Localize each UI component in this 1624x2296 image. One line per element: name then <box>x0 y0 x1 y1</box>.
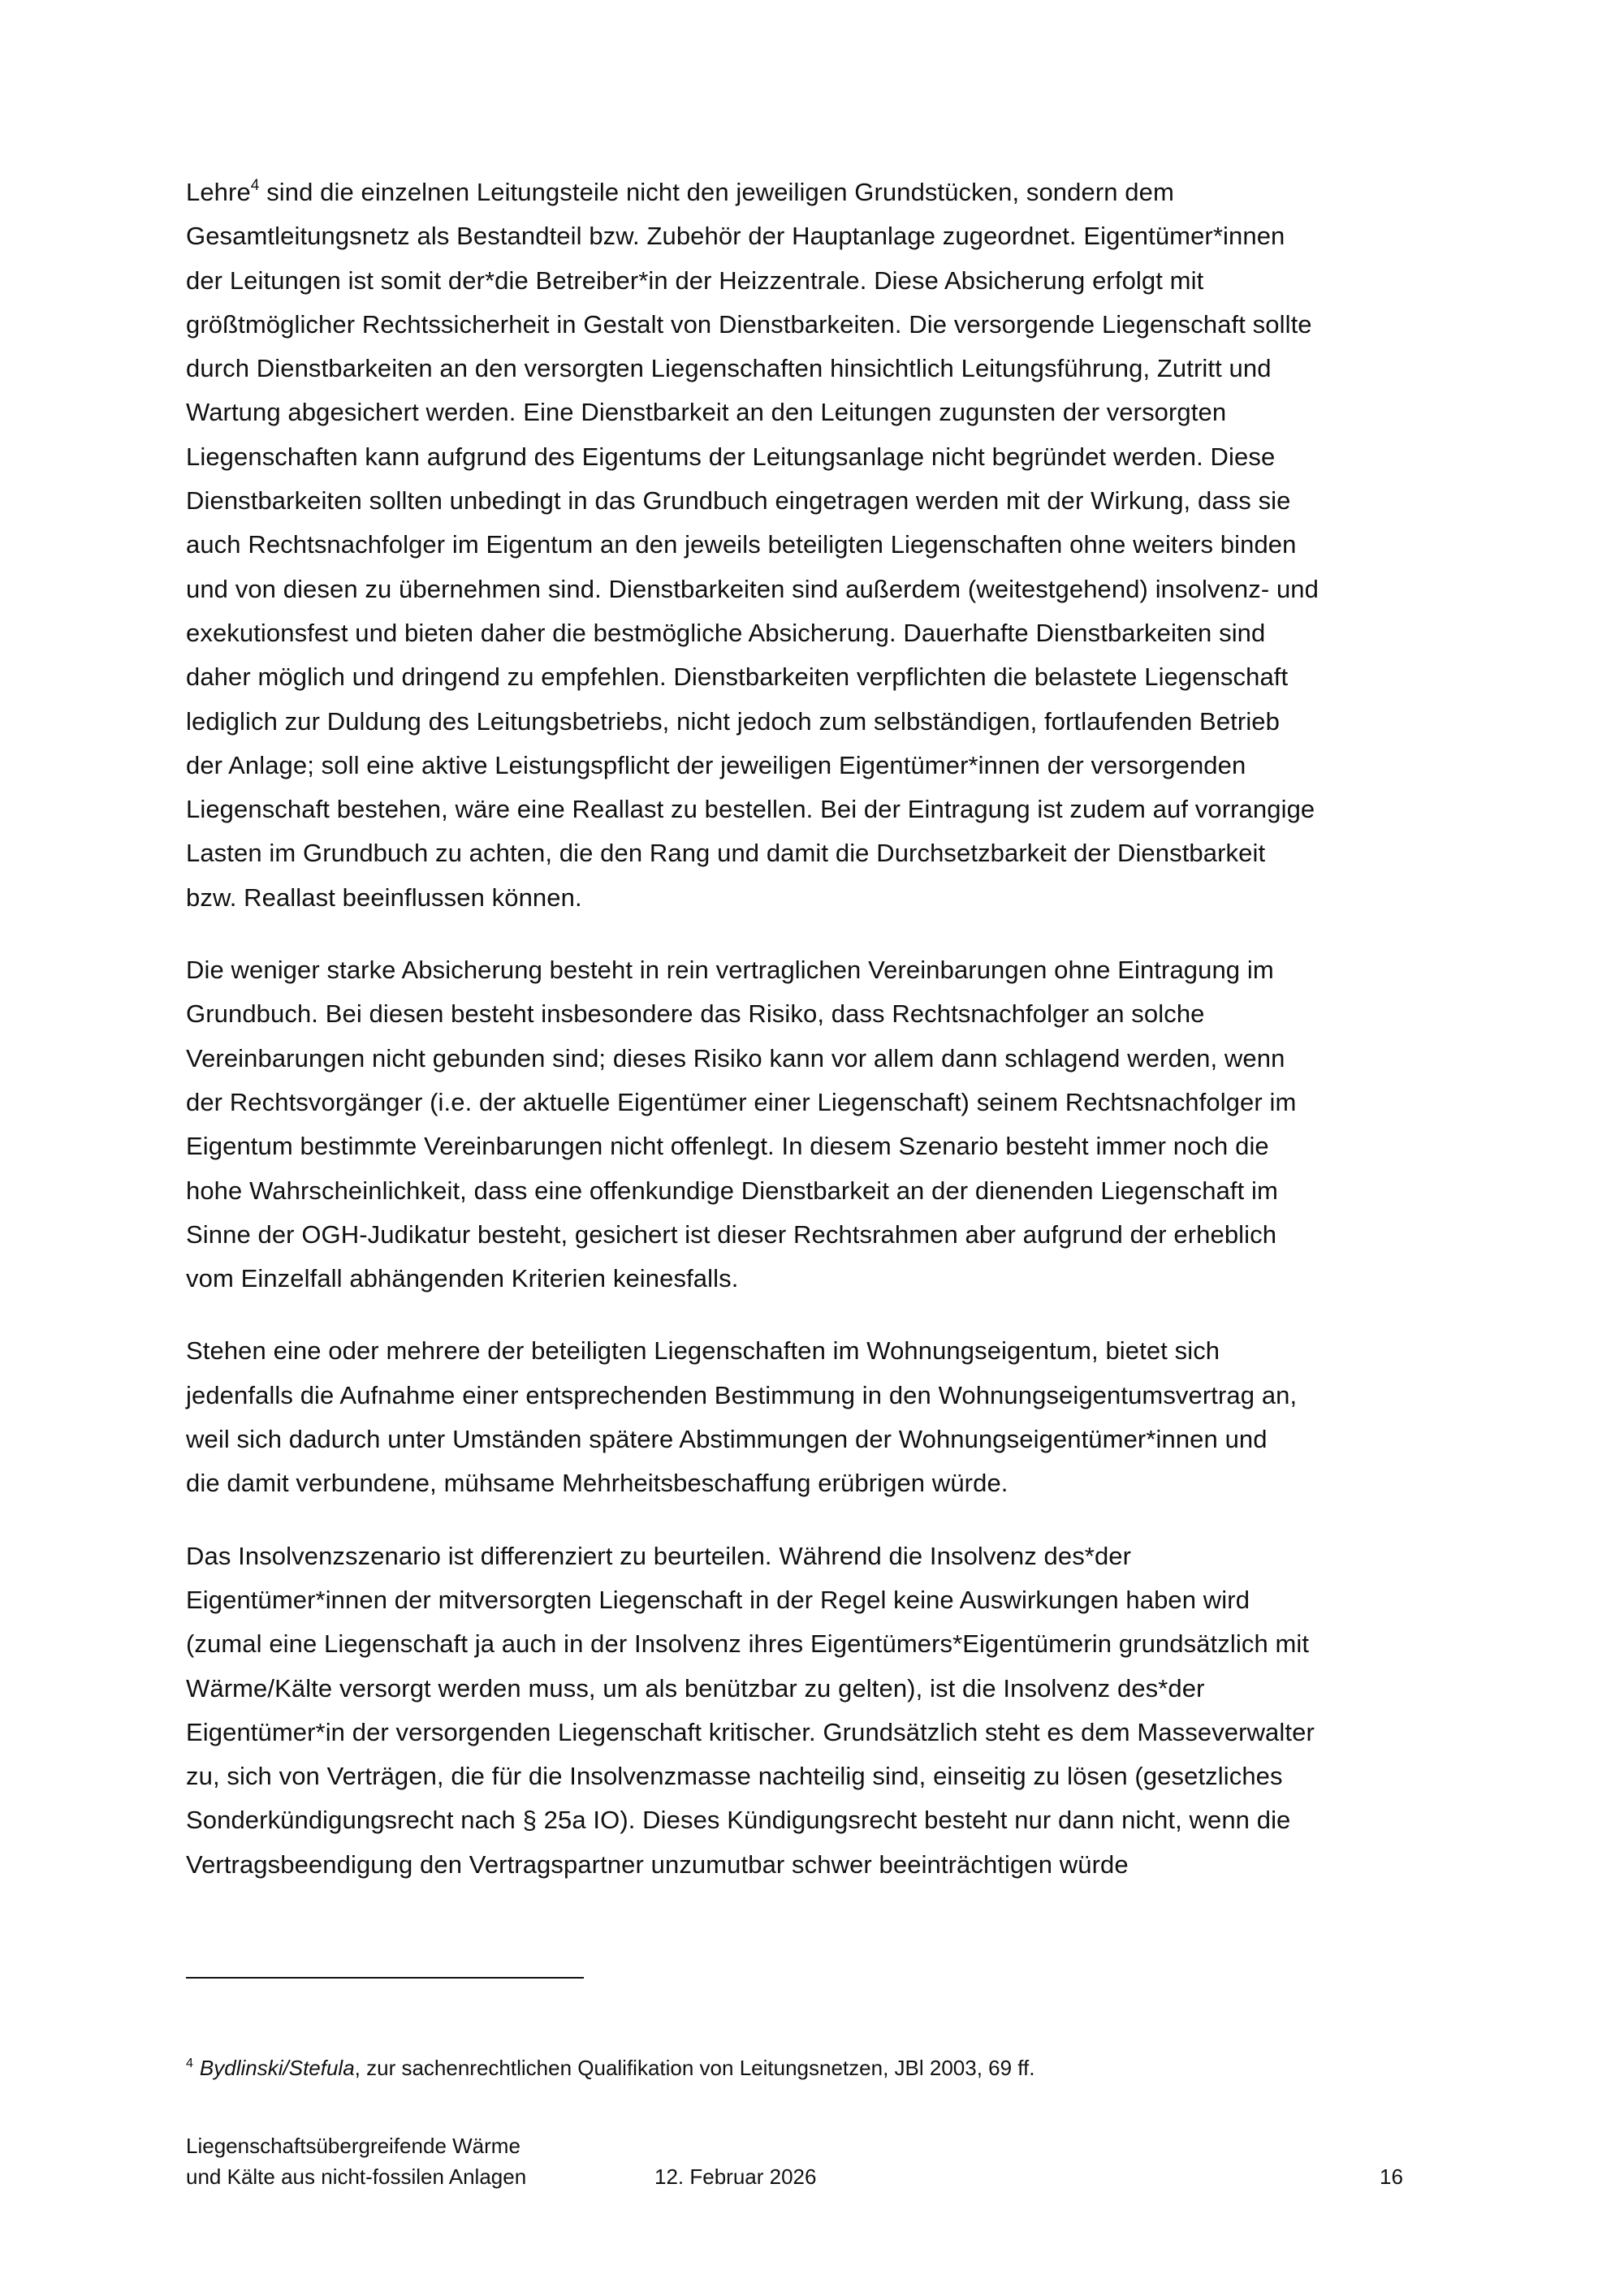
text-line: Vereinbarungen nicht gebunden sind; dieses Risiko kann vor allem dann schlagend werden, wenn <box>186 1043 1285 1072</box>
text-line: Eigentümer*in der versorgenden Liegenschaft kritischer. Grundsätzlich steht es dem Masseverwalter <box>186 1717 1315 1746</box>
text-line: Wartung abgesichert werden. Eine Dienstbarkeit an den Leitungen zugunsten der versorgten <box>186 398 1227 427</box>
text-line: der Rechtsvorgänger (i.e. der aktuelle Eigentümer einer Liegenschaft) seinem Rechtsnachfolger im <box>186 1087 1297 1116</box>
footer-document-title <box>186 2130 526 2192</box>
text-line: Das Insolvenzszenario ist differenziert zu beurteilen. Während die Insolvenz des*der <box>186 1541 1132 1570</box>
paragraph-insolvency <box>186 1534 1453 1887</box>
page-number: 16 <box>1380 2164 1403 2189</box>
text-line: und von diesen zu übernehmen sind. Dienstbarkeiten sind außerdem (weitestgehend) insolvenz- und <box>186 574 1319 603</box>
footer-date: 12. Februar 2026 <box>654 2164 817 2189</box>
text-line: Vertragsbeendigung den Vertragspartner unzumutbar schwer beeinträchtigen würde <box>186 1849 1129 1879</box>
text-line: Eigentümer*innen der mitversorgten Liegenschaft in der Regel keine Auswirkungen haben wird <box>186 1585 1250 1614</box>
footnote-authors: Bydlinski/Stefula <box>199 2056 355 2080</box>
text-line: hohe Wahrscheinlichkeit, dass eine offenkundige Dienstbarkeit an der dienenden Liegenschaft im <box>186 1176 1278 1205</box>
text-line: Wärme/Kälte versorgt werden muss, um als benützbar zu gelten), ist die Insolvenz des*der <box>186 1673 1205 1703</box>
text-line: Dienstbarkeiten sollten unbedingt in das Grundbuch eingetragen werden mit der Wirkung, dass sie <box>186 486 1291 516</box>
text-line: zu, sich von Verträgen, die für die Insolvenzmasse nachteilig sind, einseitig zu lösen (gesetzliches <box>186 1762 1283 1791</box>
text-line: durch Dienstbarkeiten an den versorgten Liegenschaften hinsichtlich Leitungsführung, Zutritt und <box>186 354 1272 383</box>
text-line: jedenfalls die Aufnahme einer entsprechenden Bestimmung in den Wohnungseigentumsvertrag an, <box>186 1380 1298 1409</box>
text-line: der Anlage; soll eine aktive Leistungspflicht der jeweiligen Eigentümer*innen der versorgenden <box>186 750 1246 779</box>
text-line: bzw. Reallast beeinflussen können. <box>186 883 582 912</box>
text-line: Stehen eine oder mehrere der beteiligten Liegenschaften im Wohnungseigentum, bietet sich <box>186 1336 1220 1366</box>
text-line: daher möglich und dringend zu empfehlen. Dienstbarkeiten verpflichten die belastete Liegenschaft <box>186 662 1289 692</box>
text-line: die damit verbundene, mühsame Mehrheitsbeschaffung erübrigen würde. <box>186 1469 1009 1498</box>
text-line: Gesamtleitungsnetz als Bestandteil bzw. Zubehör der Hauptanlage zugeordnet. Eigentümer*innen <box>186 222 1285 251</box>
text-line: Liegenschaften kann aufgrund des Eigentums der Leitungsanlage nicht begründet werden. Diese <box>186 442 1276 471</box>
paragraph-contractual <box>186 948 1453 1301</box>
footnote-text: , zur sachenrechtlichen Qualifikation von Leitungsnetzen, JBl 2003, 69 ff. <box>354 2056 1035 2080</box>
text-line: weil sich dadurch unter Umständen spätere Abstimmungen der Wohnungseigentümer*innen und <box>186 1425 1268 1454</box>
text-line: Liegenschaft bestehen, wäre eine Reallast zu bestellen. Bei der Eintragung ist zudem auf vorrangige <box>186 795 1315 824</box>
footnote <box>186 2052 1035 2083</box>
text-line: Sonderkündigungsrecht nach § 25a IO). Dieses Kündigungsrecht besteht nur dann nicht, wenn die <box>186 1806 1291 1835</box>
paragraph-condominium <box>186 1329 1453 1505</box>
text-line: Lasten im Grundbuch zu achten, die den Rang und damit die Durchsetzbarkeit der Dienstbarkeit <box>186 839 1266 868</box>
text-line: Eigentum bestimmte Vereinbarungen nicht offenlegt. In diesem Szenario besteht immer noch die <box>186 1132 1269 1161</box>
footnote-separator <box>186 1977 584 1979</box>
text-line: lediglich zur Duldung des Leitungsbetriebs, nicht jedoch zum selbständigen, fortlaufenden Betrieb <box>186 706 1280 736</box>
text-line: Die weniger starke Absicherung besteht in rein vertraglichen Vereinbarungen ohne Eintragung im <box>186 956 1274 985</box>
footnote-number: 4 <box>186 2056 193 2070</box>
text-line-start: Lehre <box>186 178 251 206</box>
footnote-reference[interactable]: 4 <box>250 177 260 194</box>
text-line: (zumal eine Liegenschaft ja auch in der Insolvenz ihres Eigentümers*Eigentümerin grundsätzlich mit <box>186 1629 1310 1659</box>
footer-title-line: und Kälte aus nicht-fossilen Anlagen <box>186 2164 527 2189</box>
body-text <box>186 170 1453 1915</box>
text-line: exekutionsfest und bieten daher die bestmögliche Absicherung. Dauerhafte Dienstbarkeiten sind <box>186 618 1266 647</box>
text-line <box>186 170 1453 214</box>
text-line: Grundbuch. Bei diesen besteht insbesondere das Risiko, dass Rechtsnachfolger an solche <box>186 999 1205 1029</box>
footer-title-line: Liegenschaftsübergreifende Wärme <box>186 2134 520 2158</box>
text-line: Sinne der OGH-Judikatur besteht, gesichert ist dieser Rechtsrahmen aber aufgrund der erheblich <box>186 1219 1277 1249</box>
text-line: vom Einzelfall abhängenden Kriterien keinesfalls. <box>186 1264 739 1293</box>
text-line: größtmöglicher Rechtssicherheit in Gestalt von Dienstbarkeiten. Die versorgende Liegenschaft sollte <box>186 309 1312 339</box>
text-line: auch Rechtsnachfolger im Eigentum an den jeweils beteiligten Liegenschaften ohne weiters binden <box>186 530 1297 559</box>
text-line: der Leitungen ist somit der*die Betreiber*in der Heizzentrale. Diese Absicherung erfolgt mit <box>186 265 1204 295</box>
paragraph-easements <box>186 170 1453 920</box>
text-line-rest: sind die einzelnen Leitungsteile nicht den jeweiligen Grundstücken, sondern dem <box>266 178 1174 206</box>
